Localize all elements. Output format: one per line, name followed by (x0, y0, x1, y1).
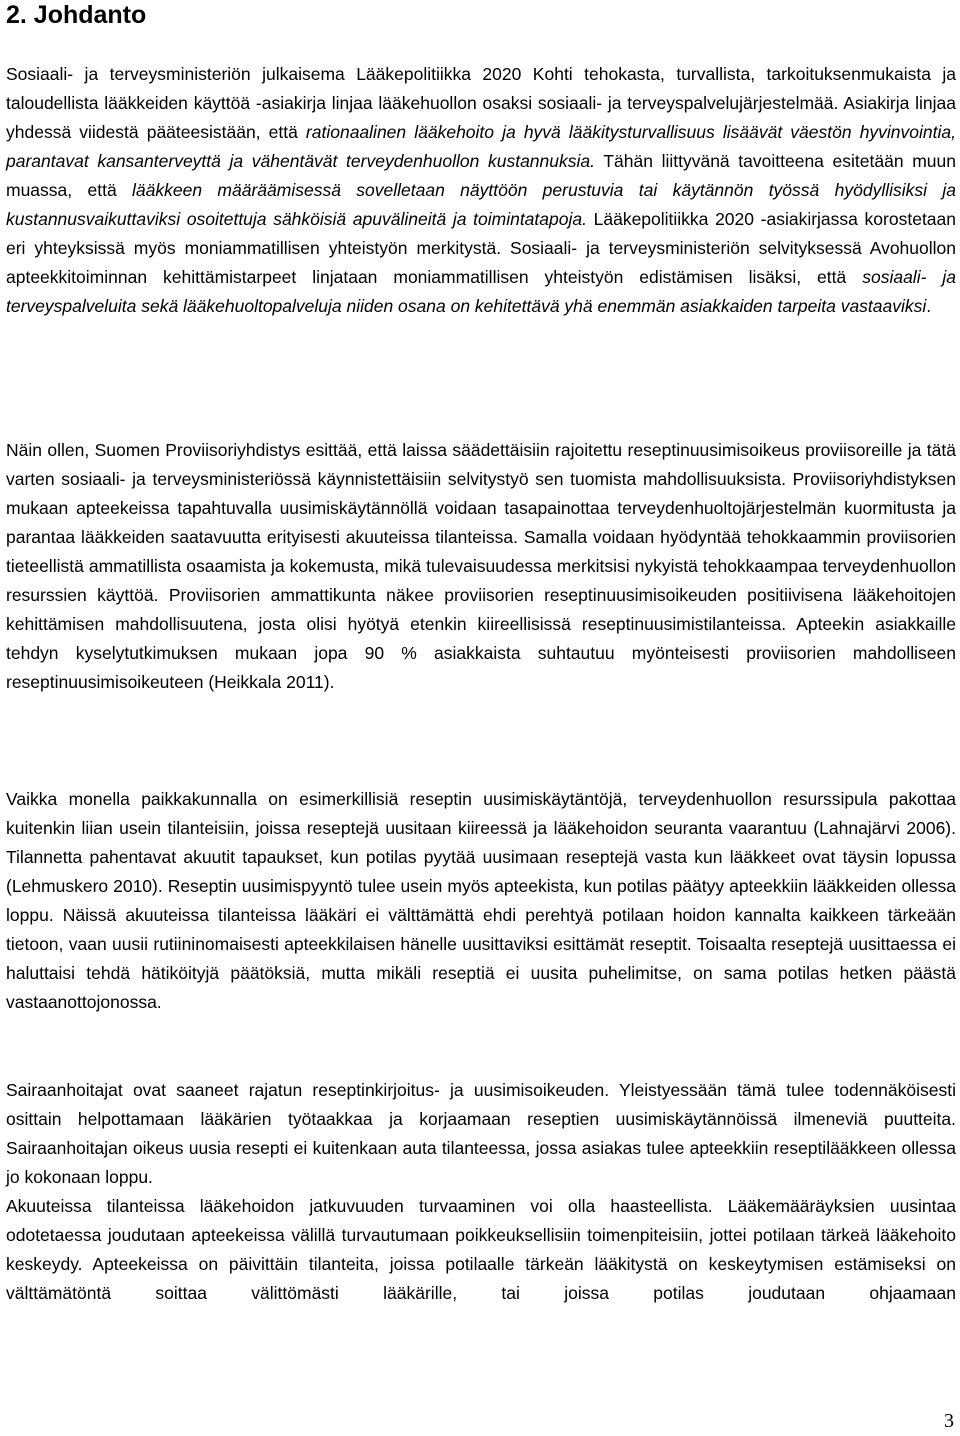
paragraph-2-text: Näin ollen, Suomen Proviisoriyhdistys esittää, että laissa säädettäisiin rajoitettu reseptinuusimisoikeus proviisoreille ja tätä varten sosiaali- ja terveysministeriössä käynnistettäisiin selvitystyö sen tuomista mahdollisuuksista. Proviisoriyhdistyksen mukaan apteekeissa tapahtuvalla uusimiskäytännöllä voidaan tasapainottaa terveydenhuoltojärjestelmän kuormitusta ja parantaa lääkkeiden saatavuutta erityisesti akuuteissa tilanteissa. Samalla voidaan hyödyntää tehokkaammin proviisorien tieteellistä ammatillista osaamista ja kokemusta, mikä tulevaisuudessa merkitsisi nykyistä tehokkaampaa terveydenhuollon resurssien käyttöä. Proviisorien ammattikunta näkee proviisorien reseptinuusimisoikeuden positiivisena lääkehoitojen kehittämisen mahdollisuutena, josta olisi hyötyä etenkin kiireellisissä reseptinuusimistilanteissa. Apteekin asiakkaille tehdyn kyselytutkimuksen mukaan jopa 90 % asiakkaista suhtautuu myönteisesti proviisorien mahdolliseen reseptinuusimisoikeuteen (Heikkala 2011). (6, 440, 956, 692)
paragraph-4-text: Sairaanhoitajat ovat saaneet rajatun reseptinkirjoitus- ja uusimisoikeuden. Yleistyessään tämä tulee todennäköisesti osittain helpottamaan lääkärien työtaakkaa ja korjaamaan reseptien uusimiskäytännöissä ilmeneviä puutteita. Sairaanhoitajan oikeus uusia resepti ei kuitenkaan auta tilanteessa, jossa asiakas tulee apteekkiin reseptilääkkeen ollessa jo kokonaan loppu. (6, 1080, 956, 1187)
paragraph-1-italic-quote: rationaalinen lääkehoito ja hyvä lääkitysturvallisuus lisäävät väestön hyvinvointia, parantavat kansanterveyttä ja vähentävät terveydenhuollon kustannuksia. (6, 122, 956, 171)
paragraph-5-text: Akuuteissa tilanteissa lääkehoidon jatkuvuuden turvaaminen voi olla haasteellista. Lääkemääräyksien uusintaa odotetaessa joudutaan apteekeissa välillä turvautumaan poikkeuksellisiin toimenpiteisiin, jottei potilaan tärkeä lääkehoito keskeydy. Apteekeissa on päivittäin tilanteita, joissa potilaalle tärkeän lääkitystä on keskeytymisen estämiseksi on välttämätöntä soittaa välittömästi lääkärille, tai joissa potilas joudutaan ohjaamaan (6, 1196, 956, 1303)
paragraph-1-italic-quote: lääkkeen määräämisessä sovelletaan näyttöön perustuvia tai käytännön työssä hyödyllisiksi ja kustannusvaikuttaviksi osoitettuja sähköisiä apuvälineitä ja toimintatapoja. (6, 180, 956, 229)
paragraph-1-text: Sosiaali- ja terveysministeriön julkaisema Lääkepolitiikka 2020 Kohti tehokasta, turvallista, tarkoituksenmukaista ja taloudellista lääkkeiden käyttöä -asiakirja linjaa lääkehuollon osaksi sosiaali- ja terveyspalvelujärjestelmää. Asiakirja linjaa yhdessä viidestä pääteesistään, että (6, 64, 956, 142)
paragraph-5 (6, 1192, 956, 1308)
paragraph-1-text: . (926, 296, 932, 316)
paragraph-4 (6, 1076, 956, 1192)
paragraph-1 (6, 60, 956, 321)
paragraph-3-text: Vaikka monella paikkakunnalla on esimerkillisiä reseptin uusimiskäytäntöjä, terveydenhuollon resurssipula pakottaa kuitenkin liian usein tilanteisiin, joissa reseptejä uusitaan kiireessä ja lääkehoidon seuranta vaarantuu (Lahnajärvi 2006). Tilannetta pahentavat akuutit tapaukset, kun potilas pyytää uusimaan reseptejä vasta kun lääkkeet ovat täysin lopussa (Lehmuskero 2010). Reseptin uusimispyyntö tulee usein myös apteekista, kun potilas päätyy apteekkiin lääkkeiden ollessa loppu. Näissä akuuteissa tilanteissa lääkäri ei välttämättä ehdi perehtyä potilaan hoidon kannalta kaikkeen tärkeään tietoon, vaan uusii rutiininomaisesti apteekkilaisen hänelle uusittaviksi esittämät reseptit. Toisaalta reseptejä uusittaessa ei haluttaisi tehdä hätiköityjä päätöksiä, mutta mikäli reseptiä ei uusita puhelimitse, on sama potilas hetken päästä vastaanottojonossa. (6, 789, 956, 1012)
paragraph-1-italic-quote: sosiaali- ja terveyspalveluita sekä lääkehuoltopalveluja niiden osana on kehitettävä yhä enemmän asiakkaiden tarpeita vastaaviksi (6, 267, 956, 316)
paragraph-1-text: Tähän liittyvänä tavoitteena esitetään muun muassa, että (6, 151, 956, 200)
paragraph-1-text: Lääkepolitiikka 2020 -asiakirjassa korostetaan eri yhteyksissä myös moniammatillisen yhteistyön merkitystä. Sosiaali- ja terveysministeriön selvityksessä Avohuollon apteekkitoiminnan kehittämistarpeet linjataan moniammatillisen yhteistyön edistämisen lisäksi, että (6, 209, 957, 287)
paragraph-2 (6, 436, 956, 697)
paragraph-3 (6, 785, 956, 1017)
section-heading: 2. Johdanto (6, 1, 147, 29)
page-number: 3 (944, 1410, 954, 1432)
